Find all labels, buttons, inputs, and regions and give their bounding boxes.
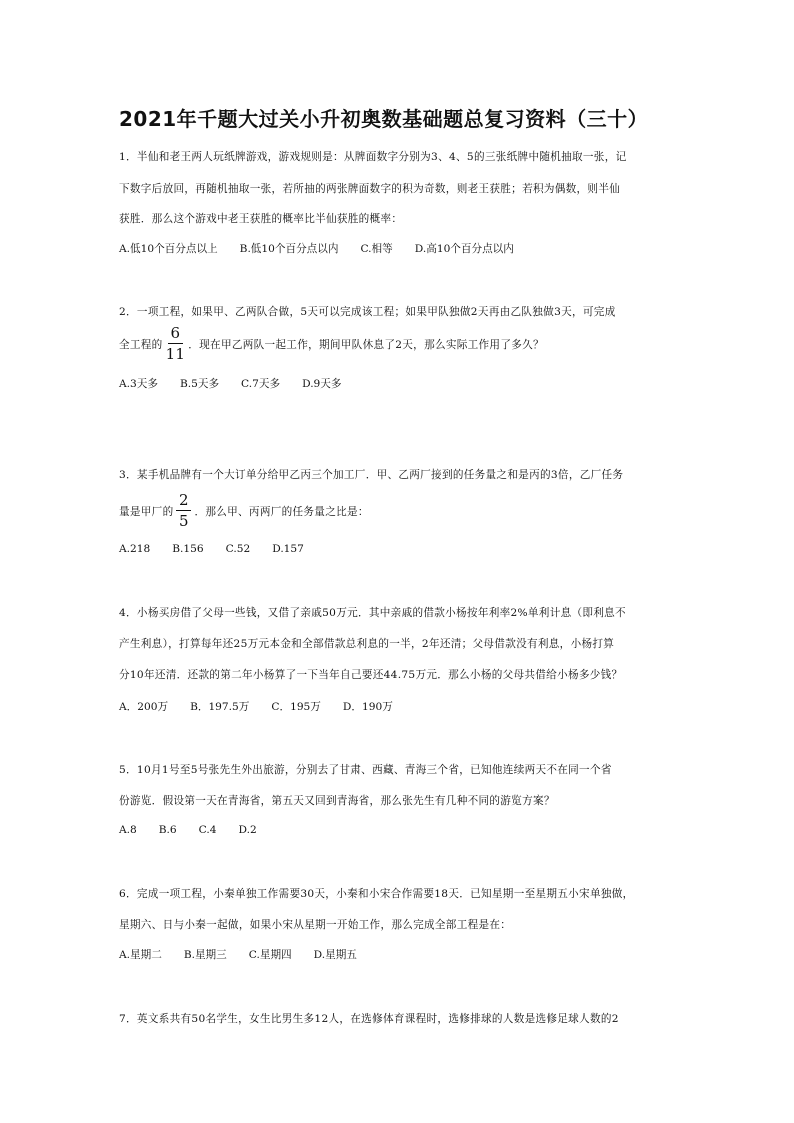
q5-option-a: A.8 (119, 824, 137, 836)
q6-option-c: C.星期四 (248, 949, 292, 961)
q3-fraction-numerator: 2 (179, 491, 189, 509)
q4-options (119, 699, 415, 714)
q1-option-b: B.低10个百分点以内 (239, 243, 339, 255)
q1-line-2: 下数字后放回，再随机抽取一张，若所抽的两张牌面数字的积为奇数，则老王获胜；若积为偶数，则半仙 (119, 183, 621, 195)
q3-line-2 (119, 493, 369, 529)
q3-option-c: C.52 (225, 543, 251, 555)
q6-option-d: D.星期五 (313, 949, 357, 961)
q4-line-3: 分10年还清．还款的第二年小杨算了一下当年自己要还44.75万元．那么小杨的父母共借给小杨多少钱？ (119, 669, 623, 681)
q6-options (119, 947, 379, 962)
q3-options (119, 543, 326, 555)
q4-option-a: A．200万 (119, 701, 169, 713)
q2-option-a: A.3天多 (119, 378, 158, 390)
q2-option-d: D.9天多 (302, 378, 342, 390)
q2-options (119, 376, 364, 391)
q5-line-1: 5．10月1号至5号张先生外出旅游，分别去了甘肃、西藏、青海三个省，已知他连续两天不在同一个省 (119, 764, 612, 776)
q4-option-d: D．190万 (342, 701, 393, 713)
q2-option-b: B.5天多 (179, 378, 220, 390)
q1-line-1: 1．半仙和老王两人玩纸牌游戏，游戏规则是：从牌面数字分别为3、4、5的三张纸牌中随机抽取一张，记 (119, 151, 627, 163)
q4-line-2: 产生利息），打算每年还25万元本金和全部借款总利息的一半，2年还清；父母借款没有利息，小杨打算 (119, 638, 615, 650)
q2-fraction-numerator: 6 (170, 324, 181, 342)
q1-options (119, 241, 536, 256)
q3-line-2-start: 量是甲厂的 (119, 505, 174, 518)
q5-option-c: C.4 (198, 824, 217, 836)
q3-option-d: D.157 (272, 543, 304, 555)
q3-fraction (176, 493, 191, 529)
q5-options (119, 824, 279, 836)
q6-line-2: 星期六、日与小秦一起做，如果小宋从星期一开始工作，那么完成全部工程是在： (119, 919, 512, 931)
q3-line-1: 3．某手机品牌有一个大订单分给甲乙丙三个加工厂．甲、乙两厂接到的任务量之和是丙的3倍，乙厂任务 (119, 469, 624, 481)
q2-line-2-end: ．现在甲乙两队一起工作，期间甲队休息了2天，那么实际工作用了多久？ (188, 338, 544, 351)
q4-option-c: C．195万 (271, 701, 321, 713)
q2-option-c: C.7天多 (241, 378, 281, 390)
q2-line-1: 2．一项工程，如果甲、乙两队合做，5天可以完成该工程；如果甲队独做2天再由乙队独做3天，可完成 (119, 306, 616, 318)
q1-option-d: D.高10个百分点以内 (414, 243, 514, 255)
q4-line-1: 4．小杨买房借了父母一些钱，又借了亲戚50万元．其中亲戚的借款小杨按年利率2%单利计息（即利息不 (119, 607, 626, 619)
q5-option-d: D.2 (238, 824, 257, 836)
q5-line-2: 份游览．假设第一天在青海省，第五天又回到青海省，那么张先生有几种不同的游览方案？ (119, 795, 555, 807)
q6-line-1: 6．完成一项工程，小秦单独工作需要30天，小秦和小宋合作需要18天．已知星期一至星期五小宋单独做， (119, 888, 634, 900)
q6-option-b: B.星期三 (183, 949, 227, 961)
q2-fraction-denominator: 11 (165, 345, 186, 363)
q2-line-2 (119, 326, 544, 362)
q3-option-a: A.218 (119, 543, 151, 555)
q1-option-a: A.低10个百分点以上 (119, 243, 218, 255)
q1-line-3: 获胜．那么这个游戏中老王获胜的概率比半仙获胜的概率： (119, 213, 403, 225)
q2-fraction (166, 326, 186, 362)
q2-line-2-start: 全工程的 (119, 338, 163, 351)
q3-fraction-denominator: 5 (179, 512, 189, 530)
q5-option-b: B.6 (158, 824, 177, 836)
q1-option-c: C.相等 (360, 243, 393, 255)
q6-option-a: A.星期二 (119, 949, 162, 961)
q3-option-b: B.156 (172, 543, 204, 555)
document-title: 2021年千题大过关小升初奥数基础题总复习资料（三十） (119, 107, 649, 131)
q3-line-2-end: ．那么甲、丙两厂的任务量之比是： (194, 505, 369, 518)
q4-option-b: B．197.5万 (190, 701, 250, 713)
q7-line-1: 7．英文系共有50名学生，女生比男生多12人，在选修体育课程时，选修排球的人数是选修足球人数的2 (119, 1013, 619, 1025)
